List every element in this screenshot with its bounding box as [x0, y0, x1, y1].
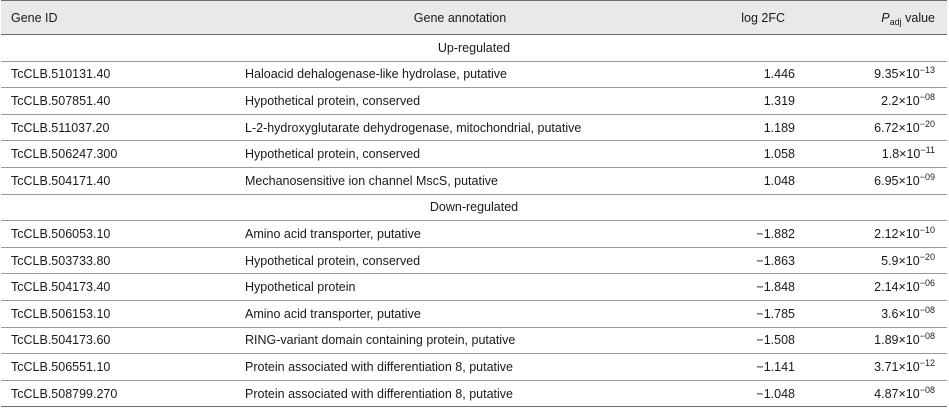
- padj-mantissa: 9.35: [874, 67, 899, 82]
- annotation-cell: L-2-hydroxyglutarate dehydrogenase, mitochondrial, putative: [245, 120, 582, 135]
- padj-subscript: adj: [889, 16, 902, 27]
- log2fc-cell: −1.863: [756, 253, 795, 268]
- padj-symbol: P: [881, 10, 890, 25]
- gene-id-cell: TcCLB.503733.80: [11, 253, 111, 268]
- gene-id-cell: TcCLB.506247.300: [11, 147, 118, 162]
- table-row: [1, 88, 947, 115]
- annotation-cell: Amino acid transporter, putative: [245, 306, 421, 321]
- padj-exponent: −09: [919, 171, 935, 182]
- padj-mantissa: 6.95: [874, 173, 899, 188]
- padj-mantissa: 6.72: [874, 120, 899, 135]
- gene-id-cell: TcCLB.506153.10: [11, 306, 111, 321]
- annotation-cell: Protein associated with differentiation 8, putative: [245, 359, 513, 374]
- table-row: [1, 274, 947, 301]
- log2fc-cell: −1.141: [756, 359, 795, 374]
- log2fc-cell: 1.189: [763, 120, 795, 135]
- padj-exponent: −08: [919, 91, 935, 102]
- padj-exponent: −12: [919, 357, 935, 368]
- gene-table: [1, 0, 947, 407]
- gene-id-cell: TcCLB.504173.40: [11, 280, 111, 295]
- gene-id-cell: TcCLB.507851.40: [11, 93, 111, 108]
- padj-times: ×10: [899, 147, 921, 162]
- table-row: [1, 327, 947, 354]
- padj-exponent: −08: [919, 331, 935, 342]
- padj-cell: [833, 114, 947, 141]
- log2fc-cell: 1.048: [763, 173, 795, 188]
- padj-times: ×10: [898, 280, 920, 295]
- header-gene-id: Gene ID: [1, 1, 235, 35]
- table-row: [1, 247, 947, 274]
- padj-mantissa: 3.6: [881, 306, 899, 321]
- log2fc-cell: −1.048: [756, 386, 795, 401]
- annotation-cell: Mechanosensitive ion channel MscS, putative: [245, 173, 498, 188]
- padj-suffix: value: [901, 10, 935, 25]
- padj-exponent: −13: [919, 65, 935, 76]
- table-row: [1, 380, 947, 407]
- section-down-label: Down-regulated: [429, 200, 519, 215]
- annotation-cell: Hypothetical protein, conserved: [245, 253, 421, 268]
- padj-cell: [833, 300, 947, 327]
- padj-cell: [833, 141, 947, 168]
- padj-times: ×10: [898, 173, 920, 188]
- padj-mantissa: 2.14: [874, 280, 899, 295]
- padj-times: ×10: [898, 67, 920, 82]
- padj-times: ×10: [898, 306, 920, 321]
- gene-id-cell: TcCLB.504171.40: [11, 173, 111, 188]
- annotation-cell: RING-variant domain containing protein, putative: [245, 333, 516, 348]
- log2fc-cell: 1.058: [763, 147, 795, 162]
- table-row: [1, 354, 947, 381]
- padj-cell: [833, 88, 947, 115]
- annotation-cell: Hypothetical protein: [245, 280, 356, 295]
- table-row: [1, 61, 947, 88]
- padj-times: ×10: [898, 253, 920, 268]
- log2fc-cell: −1.508: [756, 333, 795, 348]
- padj-exponent: −10: [919, 224, 935, 235]
- header-row: [1, 1, 947, 35]
- padj-mantissa: 3.71: [874, 359, 899, 374]
- padj-times: ×10: [898, 93, 920, 108]
- gene-id-cell: TcCLB.506551.10: [11, 359, 111, 374]
- padj-mantissa: 2.2: [881, 93, 899, 108]
- padj-exponent: −08: [919, 304, 935, 315]
- gene-id-cell: TcCLB.511037.20: [11, 120, 110, 135]
- padj-cell: [833, 167, 947, 194]
- padj-times: ×10: [898, 226, 920, 241]
- padj-cell: [833, 274, 947, 301]
- padj-mantissa: 5.9: [881, 253, 899, 268]
- header-annotation: Gene annotation: [235, 1, 685, 35]
- header-padj: [833, 1, 947, 35]
- padj-cell: [833, 221, 947, 248]
- table-row: [1, 167, 947, 194]
- padj-exponent: −08: [919, 384, 935, 395]
- log2fc-cell: −1.882: [756, 226, 795, 241]
- padj-exponent: −20: [919, 118, 935, 129]
- table-row: [1, 114, 947, 141]
- padj-cell: [833, 354, 947, 381]
- table-row: [1, 141, 947, 168]
- padj-cell: [833, 380, 947, 407]
- header-log2fc: log 2FC: [685, 1, 833, 35]
- padj-exponent: −11: [920, 145, 935, 156]
- padj-mantissa: 4.87: [874, 386, 899, 401]
- padj-times: ×10: [898, 333, 920, 348]
- padj-mantissa: 1.8: [881, 147, 900, 162]
- log2fc-cell: −1.785: [756, 306, 795, 321]
- padj-exponent: −06: [919, 278, 935, 289]
- padj-times: ×10: [898, 120, 920, 135]
- padj-cell: [833, 327, 947, 354]
- gene-id-cell: TcCLB.508799.270: [11, 386, 118, 401]
- padj-times: ×10: [898, 386, 920, 401]
- log2fc-cell: −1.848: [756, 280, 795, 295]
- padj-cell: [833, 247, 947, 274]
- padj-mantissa: 1.89: [874, 333, 899, 348]
- section-down: [1, 194, 947, 221]
- section-up: [1, 35, 947, 62]
- annotation-cell: Hypothetical protein, conserved: [245, 147, 421, 162]
- padj-times: ×10: [898, 359, 920, 374]
- gene-id-cell: TcCLB.510131.40: [11, 67, 111, 82]
- gene-id-cell: TcCLB.506053.10: [11, 226, 111, 241]
- padj-cell: [833, 61, 947, 88]
- annotation-cell: Protein associated with differentiation 8, putative: [245, 386, 513, 401]
- padj-exponent: −20: [919, 251, 935, 262]
- section-up-label: Up-regulated: [437, 40, 511, 55]
- annotation-cell: Hypothetical protein, conserved: [245, 93, 421, 108]
- log2fc-cell: 1.446: [763, 67, 795, 82]
- table-row: [1, 300, 947, 327]
- padj-mantissa: 2.12: [874, 226, 899, 241]
- annotation-cell: Amino acid transporter, putative: [245, 226, 421, 241]
- gene-id-cell: TcCLB.504173.60: [11, 333, 111, 348]
- log2fc-cell: 1.319: [763, 93, 795, 108]
- table-row: [1, 221, 947, 248]
- annotation-cell: Haloacid dehalogenase-like hydrolase, putative: [245, 67, 507, 82]
